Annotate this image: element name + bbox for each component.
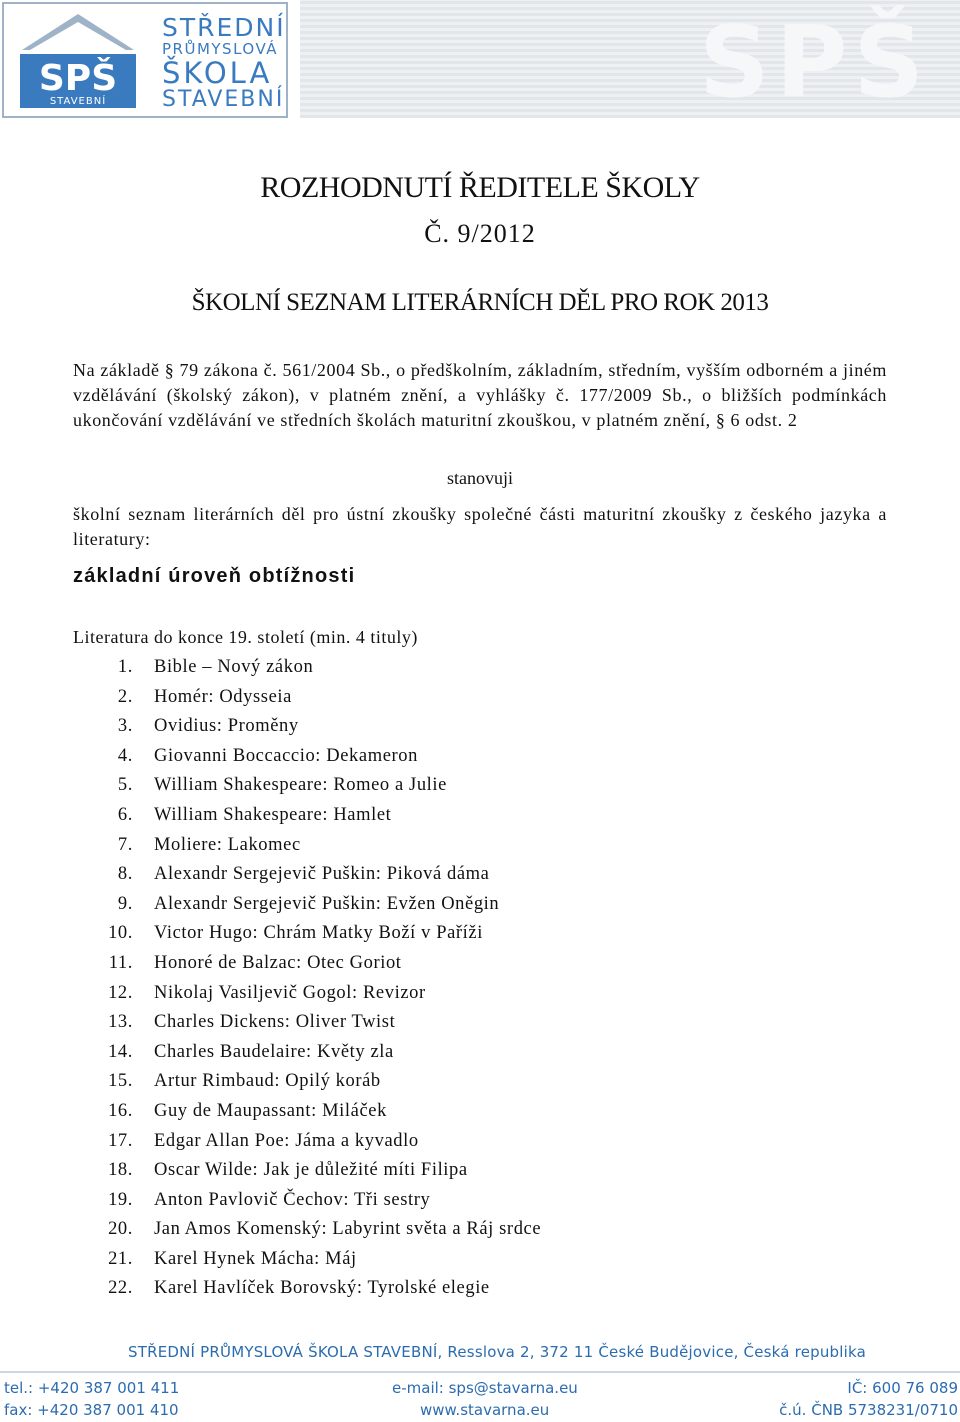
list-item-number: 18. bbox=[108, 1160, 133, 1181]
list-item-title: Karel Havlíček Borovský: Tyrolské elegie bbox=[154, 1278, 490, 1299]
list-item-number: 12. bbox=[108, 982, 133, 1003]
list-item-title: Giovanni Boccaccio: Dekameron bbox=[154, 745, 418, 766]
list-item-title: Homér: Odysseia bbox=[154, 686, 292, 707]
list-item-number: 13. bbox=[108, 1012, 133, 1033]
decree-word: stanovuji bbox=[447, 468, 513, 488]
school-name-line1: STŘEDNÍ bbox=[162, 13, 286, 42]
logo-text: SPŠ bbox=[38, 58, 118, 99]
footer-bank-account: č.ú. ČNB 5738231/0710 bbox=[779, 1401, 958, 1419]
list-item-title: Ovidius: Proměny bbox=[154, 716, 299, 737]
list-item-title: Honoré de Balzac: Otec Goriot bbox=[154, 952, 402, 973]
school-logo bbox=[2, 2, 288, 118]
document-subject: ŠKOLNÍ SEZNAM LITERÁRNÍCH DĚL PRO ROK 2013 bbox=[191, 289, 769, 316]
list-item-title: Alexandr Sergejevič Puškin: Evžen Oněgin bbox=[154, 893, 500, 914]
difficulty-level-heading: základní úroveň obtížnosti bbox=[73, 565, 356, 587]
list-item-title: Oscar Wilde: Jak je důležité míti Filipa bbox=[154, 1160, 468, 1181]
statement-paragraph: školní seznam literárních děl pro ústní zkoušky společné části maturitní zkoušky z českého jazyka a literatury: bbox=[73, 504, 887, 549]
footer-website[interactable]: www.stavarna.eu bbox=[420, 1401, 550, 1419]
list-item-title: Edgar Allan Poe: Jáma a kyvadlo bbox=[154, 1130, 419, 1151]
footer-email[interactable]: e-mail: sps@stavarna.eu bbox=[392, 1379, 578, 1397]
list-item-number: 7. bbox=[117, 834, 133, 855]
list-item-number: 17. bbox=[108, 1130, 133, 1151]
list-item-title: Bible – Nový zákon bbox=[154, 657, 314, 677]
footer-address: STŘEDNÍ PRŮMYSLOVÁ ŠKOLA STAVEBNÍ, Resslova 2, 372 11 České Budějovice, Česká republika bbox=[128, 1343, 867, 1361]
banner-watermark: SPŠ bbox=[699, 6, 930, 118]
list-item-number: 4. bbox=[117, 745, 133, 766]
list-item-number: 8. bbox=[117, 864, 133, 885]
list-item-number: 19. bbox=[108, 1189, 133, 1210]
list-item-number: 16. bbox=[108, 1100, 133, 1121]
list-item-number: 11. bbox=[108, 952, 133, 973]
list-item-number: 2. bbox=[117, 686, 133, 707]
document-title: ROZHODNUTÍ ŘEDITELE ŠKOLY bbox=[260, 171, 700, 204]
header-banner bbox=[300, 0, 960, 118]
school-name-line2: PRŮMYSLOVÁ bbox=[162, 40, 279, 58]
list-item-title: Victor Hugo: Chrám Matky Boží v Paříži bbox=[154, 923, 483, 944]
school-name bbox=[162, 14, 286, 112]
list-item-number: 14. bbox=[108, 1041, 133, 1062]
house-logo-icon bbox=[8, 6, 158, 116]
list-item-title: Guy de Maupassant: Miláček bbox=[154, 1100, 387, 1121]
list-item-title: Moliere: Lakomec bbox=[154, 834, 301, 855]
list-item-title: Alexandr Sergejevič Puškin: Piková dáma bbox=[154, 864, 490, 885]
list-item-number: 21. bbox=[108, 1248, 133, 1269]
footer-fax: fax: +420 387 001 410 bbox=[4, 1401, 179, 1419]
school-name-line3: ŠKOLA bbox=[162, 56, 273, 90]
list-item-number: 10. bbox=[108, 923, 133, 944]
list-item-number: 20. bbox=[108, 1219, 133, 1240]
school-name-line4: STAVEBNÍ bbox=[162, 87, 285, 112]
list-item-title: William Shakespeare: Romeo a Julie bbox=[154, 775, 447, 796]
list-item-number: 15. bbox=[108, 1071, 133, 1092]
list-item-number: 9. bbox=[117, 893, 133, 914]
list-item-title: Jan Amos Komenský: Labyrint světa a Ráj srdce bbox=[154, 1219, 542, 1240]
list-item-number: 5. bbox=[117, 775, 133, 796]
list-item-title: Anton Pavlovič Čechov: Tři sestry bbox=[154, 1189, 431, 1210]
document-number: Č. 9/2012 bbox=[424, 219, 536, 248]
list-item-title: Charles Baudelaire: Květy zla bbox=[154, 1041, 394, 1062]
footer bbox=[0, 1335, 960, 1422]
list-item-title: Nikolaj Vasiljevič Gogol: Revizor bbox=[154, 982, 426, 1003]
footer-ic: IČ: 600 76 089 bbox=[847, 1379, 958, 1397]
list-item-title: Charles Dickens: Oliver Twist bbox=[154, 1012, 396, 1033]
list-item-title: Karel Hynek Mácha: Máj bbox=[154, 1248, 357, 1269]
list-item-title: Artur Rimbaud: Opilý koráb bbox=[154, 1071, 381, 1092]
footer-divider bbox=[0, 1371, 960, 1373]
list-item-title: William Shakespeare: Hamlet bbox=[154, 804, 392, 825]
footer-phone: tel.: +420 387 001 411 bbox=[4, 1379, 180, 1397]
letterhead bbox=[0, 0, 960, 122]
legal-basis-paragraph: Na základě § 79 zákona č. 561/2004 Sb., o předškolním, základním, středním, vyšším odborném a jiném vzdělávání (školský zákon), v platném znění, a vyhlášky č. 177/2009 Sb., o bližších podmínkách ukončování vzdělávání ve středních školách maturitní zkouškou, v platném znění, § 6 odst. 2 bbox=[73, 360, 887, 430]
list-item-number: 6. bbox=[117, 804, 133, 825]
list-item-number: 3. bbox=[117, 716, 133, 737]
list-item-number: 1. bbox=[117, 657, 133, 677]
list-item-number: 22. bbox=[108, 1278, 133, 1299]
period-heading: Literatura do konce 19. století (min. 4 tituly) bbox=[73, 627, 418, 647]
logo-subtext: STAVEBNÍ bbox=[49, 96, 107, 107]
